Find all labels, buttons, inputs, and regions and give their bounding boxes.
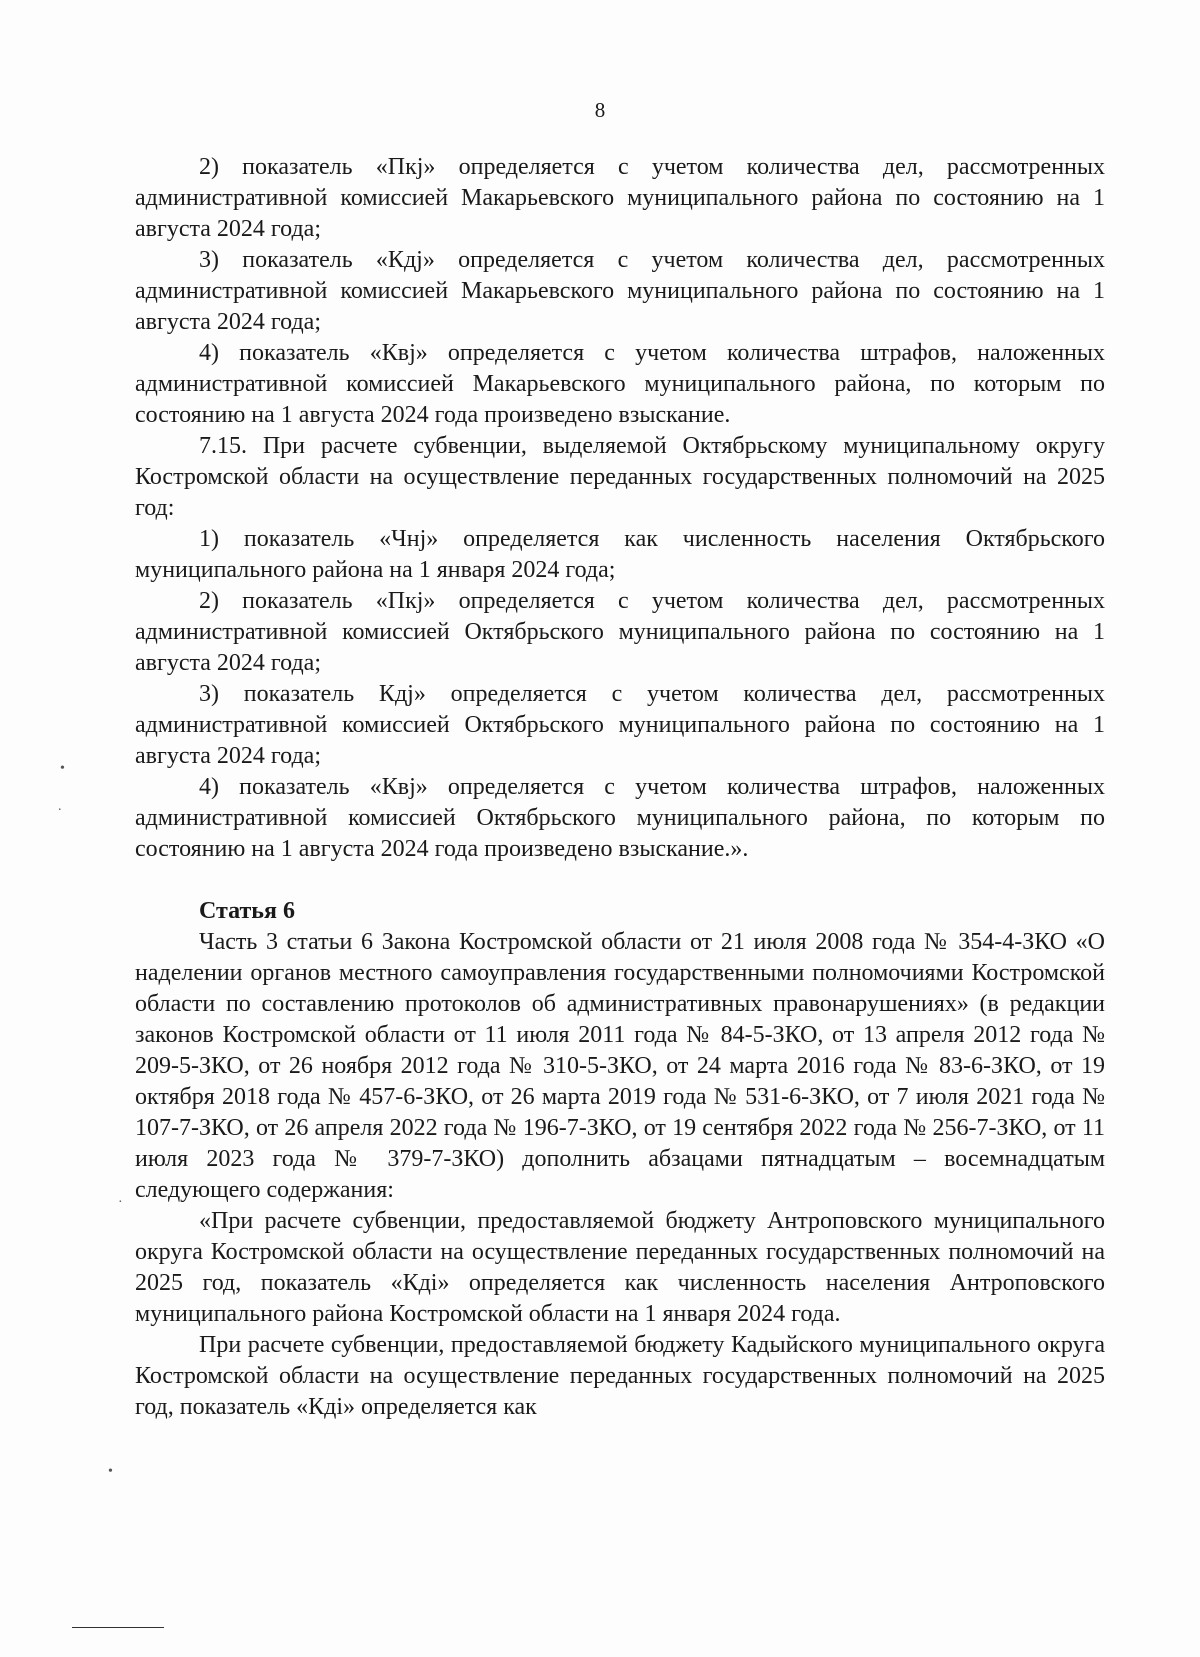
paragraph: «При расчете субвенции, предоставляемой бюджету Антроповского муниципального округа Костромской области на осуществление переданных государственных полномочий на 2025 год, показатель «Кдi» определяется как численность населения Антроповского муниципального района Костромской области на 1 января 2024 года. (135, 1208, 1105, 1327)
paragraph: 2) показатель «Пкj» определяется с учетом количества дел, рассмотренных административной комиссией Макарьевского муниципального района по состоянию на 1 августа 2024 года; (135, 154, 1105, 242)
scan-speck: • (60, 761, 65, 776)
paragraph: 4) показатель «Квj» определяется с учетом количества штрафов, наложенных административной комиссией Макарьевского муниципального района, по которым по состоянию на 1 августа 2024 года произведено взыскание. (135, 340, 1105, 428)
page-number: 8 (594, 98, 606, 122)
paragraph: 7.15. При расчете субвенции, выделяемой Октябрьскому муниципальному округу Костромской области на осуществление переданных государственных полномочий на 2025 год: (135, 433, 1105, 521)
paragraph: 1) показатель «Чнj» определяется как численность населения Октябрьского муниципального района на 1 января 2024 года; (135, 526, 1105, 583)
paragraph: При расчете субвенции, предоставляемой бюджету Кадыйского муниципального округа Костромской области на осуществление переданных государственных полномочий на 2025 год, показатель «Кдi» определяется как (135, 1332, 1105, 1420)
paragraph: 4) показатель «Квj» определяется с учетом количества штрафов, наложенных административной комиссией Октябрьского муниципального района, по которым по состоянию на 1 августа 2024 года произведено взыскание.». (135, 774, 1105, 862)
paragraph: 3) показатель «Кдj» определяется с учетом количества дел, рассмотренных административной комиссией Макарьевского муниципального района по состоянию на 1 августа 2024 года; (135, 247, 1105, 335)
paragraph: 3) показатель Кдj» определяется с учетом количества дел, рассмотренных административной комиссией Октябрьского муниципального района по состоянию на 1 августа 2024 года; (135, 681, 1105, 769)
paragraph: Часть 3 статьи 6 Закона Костромской области от 21 июля 2008 года № 354-4-ЗКО «О наделении органов местного самоуправления государственными полномочиями Костромской области по составлению протоколов об административных правонарушениях» (в редакции законов Костромской области от 11 июля 2011 года № 84-5-ЗКО, от 13 апреля 2012 года № 209-5-ЗКО, от 26 ноября 2012 года № 310-5-ЗКО, от 24 марта 2016 года № 83-6-ЗКО, от 19 октября 2018 года № 457-6-ЗКО, от 26 марта 2019 года № 531-6-ЗКО, от 7 июля 2021 года № 107-7-ЗКО, от 26 апреля 2022 года № 196-7-ЗКО, от 19 сентября 2022 года № 256-7-ЗКО, от 11 июля 2023 года № 379-7-ЗКО) дополнить абзацами пятнадцатым – восемнадцатым следующего содержания: (135, 929, 1105, 1203)
scan-speck: . (58, 799, 62, 814)
article-heading: Статья 6 (199, 898, 295, 924)
footnote-rule (72, 1627, 164, 1628)
paragraph: 2) показатель «Пкj» определяется с учетом количества дел, рассмотренных административной комиссией Октябрьского муниципального района по состоянию на 1 августа 2024 года; (135, 588, 1105, 676)
scan-speck: · (118, 1195, 123, 1210)
scan-speck: • (108, 1464, 113, 1479)
document-body (135, 152, 1105, 1423)
